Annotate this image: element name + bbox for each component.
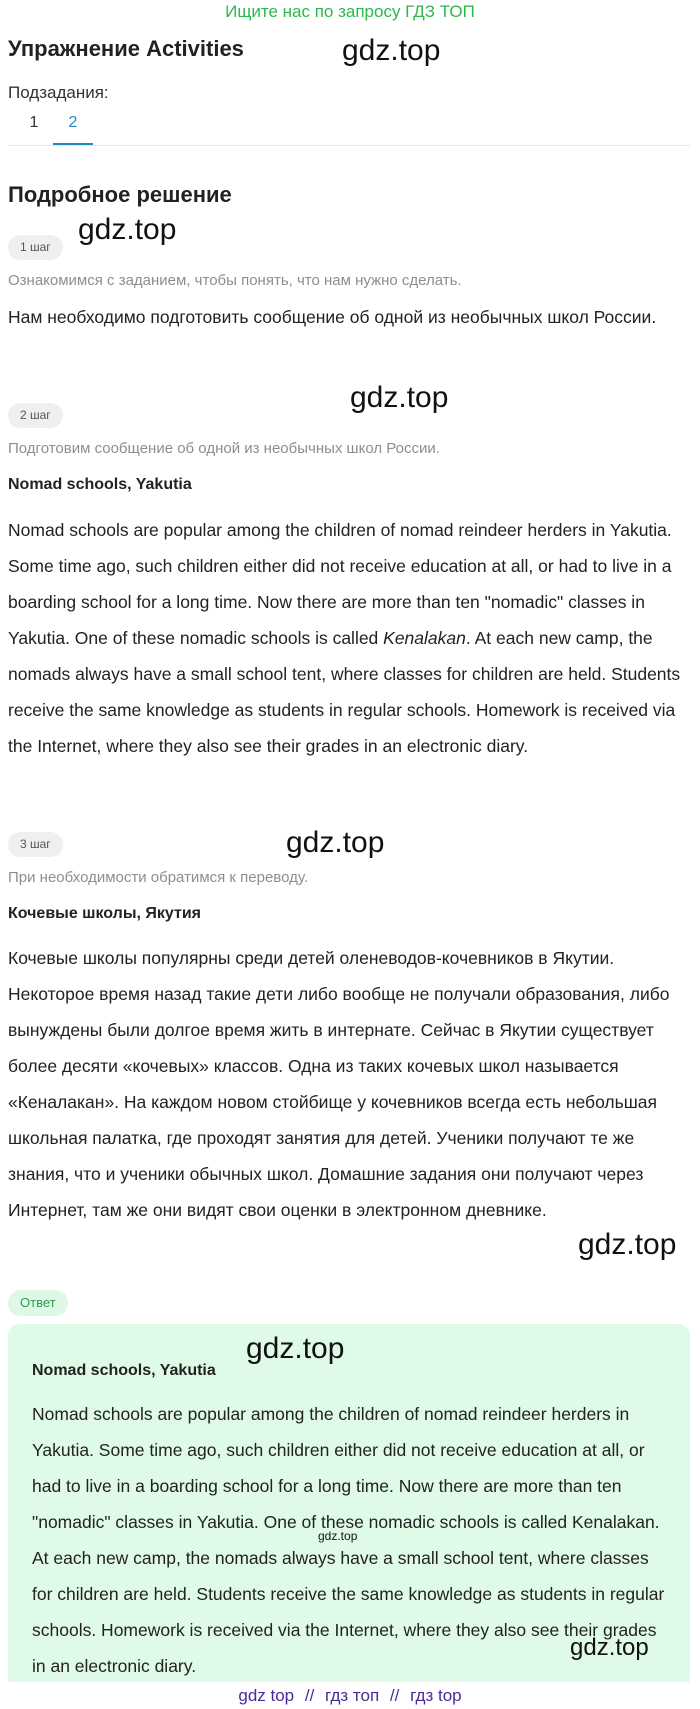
step-note: Ознакомимся с заданием, чтобы понять, что нам нужно сделать. bbox=[8, 272, 462, 289]
answer-badge: Ответ bbox=[8, 1290, 68, 1316]
step-heading: Nomad schools, Yakutia bbox=[8, 476, 192, 493]
footer-link[interactable]: гдз top bbox=[410, 1686, 462, 1705]
answer-heading: Nomad schools, Yakutia bbox=[32, 1362, 216, 1379]
step-text: Кочевые школы популярны среди детей оленеводов-кочевников в Якутии. Некоторое время назад такие дети либо вообще не получали образования, либо вынуждены были долгое время жить в интернате. Сейчас в Якутии существует более десяти «кочевых» классов. Одна из таких кочевых школ называется «Кеналакан». На каждом новом стойбище у кочевников всегда есть небольшая школьная палатка, где проходят занятия для детей. Ученики получают те же знания, что и ученики обычных школ. Домашние задания они получают через Интернет, там же они видят свои оценки в электронном дневнике. bbox=[8, 948, 670, 1220]
school-name: Kenalakan bbox=[383, 628, 466, 648]
solution-heading: Подробное решение bbox=[8, 182, 232, 207]
footer-separator: // bbox=[389, 1686, 400, 1705]
step-text: Nomad schools are popular among the children of nomad reindeer herders in Yakutia. Some time ago, such children either did not receive education at all, or had to live in a boarding school for a long time. Now there are more than ten "nomadic" classes in Yakutia. One of these nomadic schools is called Kenalakan. At each new camp, the nomads always have a small school tent, where classes for children are held. Students receive the same knowledge as students in regular schools. Homework is received via the Internet, where they also see their grades in an electronic diary. bbox=[8, 520, 681, 756]
subtasks-label: Подзадания: bbox=[8, 83, 109, 102]
step-note: При необходимости обратимся к переводу. bbox=[8, 869, 309, 886]
step-heading: Кочевые школы, Якутия bbox=[8, 905, 202, 922]
tab-subtask-2[interactable]: 2 bbox=[53, 114, 93, 145]
footer-links bbox=[0, 1682, 700, 1709]
footer-link[interactable]: gdz top bbox=[238, 1686, 295, 1705]
answer-box bbox=[8, 1324, 690, 1689]
search-hint-banner: Ищите нас по запросу ГДЗ ТОП bbox=[225, 2, 475, 21]
watermark: gdz.top bbox=[578, 1228, 677, 1261]
watermark: gdz.top bbox=[570, 1634, 649, 1661]
step-badge: 2 шаг bbox=[8, 403, 63, 428]
watermark: gdz.top bbox=[350, 381, 449, 414]
answer-text: Nomad schools are popular among the children of nomad reindeer herders in Yakutia. Some time ago, such children either did not receive education at all, or had to live in a boarding school for a long time. Now there are more than ten "nomadic" classes in Yakutia. One of these nomadic schools is called Kenalakan. At each new camp, the nomads always have a small school tent, where classes for children are held. Students receive the same knowledge as students in regular schools. Homework is received via the Internet, where they also see their grades in an electronic diary. bbox=[32, 1404, 665, 1676]
step-badge: 3 шаг bbox=[8, 832, 63, 857]
subtask-tabs bbox=[8, 108, 690, 146]
page-title: Упражнение Activities bbox=[8, 36, 244, 61]
step-text: Нам необходимо подготовить сообщение об одной из необычных школ России. bbox=[8, 307, 657, 327]
watermark: gdz.top bbox=[78, 213, 177, 246]
watermark: gdz.top bbox=[246, 1332, 345, 1365]
footer-link[interactable]: гдз топ bbox=[325, 1686, 380, 1705]
watermark: gdz.top bbox=[342, 34, 441, 67]
tab-subtask-1[interactable]: 1 bbox=[29, 114, 39, 131]
watermark-small: gdz.top bbox=[318, 1529, 358, 1543]
step-badge: 1 шаг bbox=[8, 235, 63, 260]
watermark: gdz.top bbox=[286, 826, 385, 859]
step-note: Подготовим сообщение об одной из необычных школ России. bbox=[8, 440, 440, 457]
footer-separator: // bbox=[304, 1686, 315, 1705]
